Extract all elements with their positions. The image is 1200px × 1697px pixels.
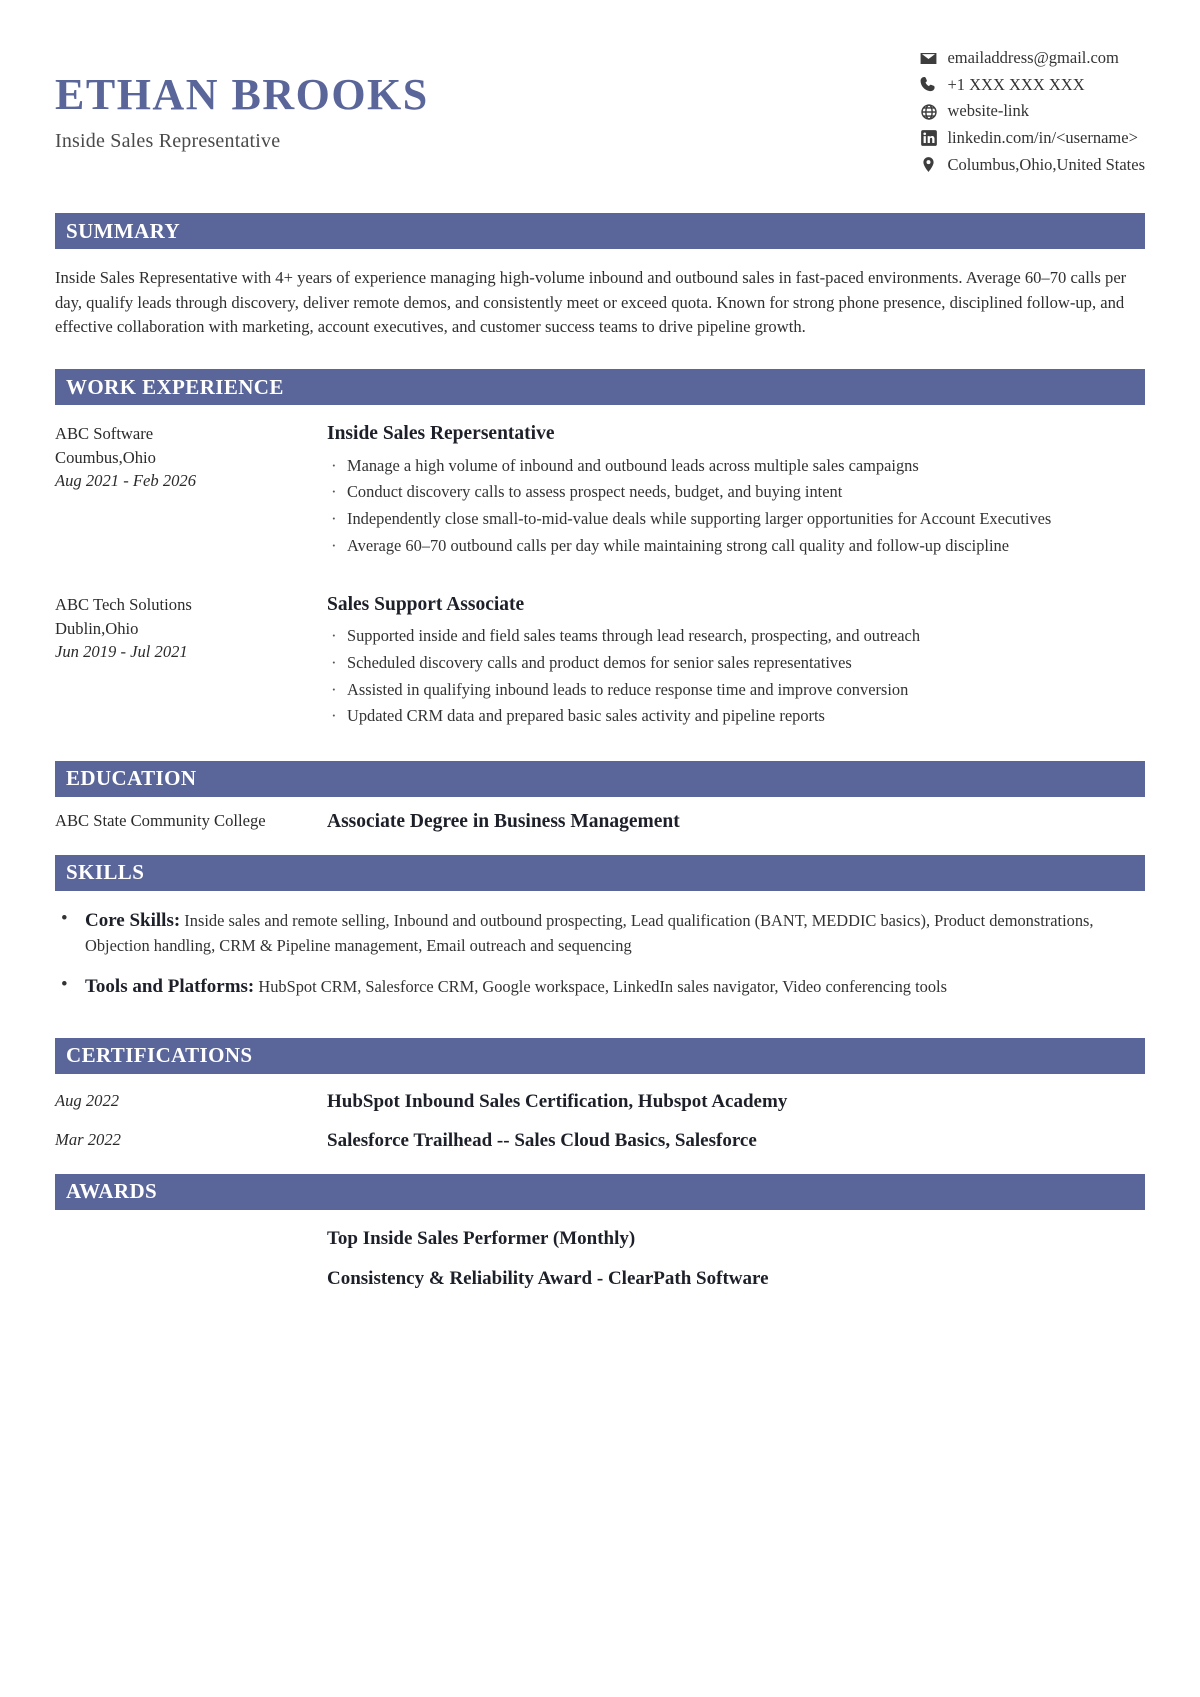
location-pin-icon [919,155,938,174]
certifications-body [0,1074,1200,1152]
list-item: · Average 60–70 outbound calls per day while maintaining strong call quality and follow-up discipline [327,534,1145,559]
section-header-skills [55,855,1145,891]
work-entry-meta [55,422,327,494]
certification-entry-detail [327,1091,1145,1113]
section-header-work-experience [55,369,1145,405]
education-degree: Associate Degree in Business Management [327,810,680,832]
work-experience-entry [55,405,1145,560]
award-entry [55,1250,1145,1290]
skill-group-value: Inside sales and remote selling, Inbound and outbound prospecting, Lead qualification (BANT, MEDDIC basics), Product demonstrations, Objection handling, CRM & Pipeline management, Email outreach and sequencing [85,910,1094,956]
section-header-awards [55,1174,1145,1210]
work-entry-detail [327,422,1145,560]
work-dates: Jun 2019 - Jul 2021 [55,642,188,662]
skills-body [0,891,1200,1001]
contact-phone[interactable] [919,75,1084,96]
section-header-certifications [55,1038,1145,1074]
candidate-name: ETHAN BROOKS [55,70,429,119]
list-item: · Scheduled discovery calls and product demos for senior sales representatives [327,651,1145,676]
section-header-education [55,761,1145,797]
list-item: · Updated CRM data and prepared basic sales activity and pipeline reports [327,704,1145,729]
list-item: · Manage a high volume of inbound and outbound leads across multiple sales campaigns [327,454,1145,479]
contact-phone-value: +1 XXX XXX XXX [947,74,1085,94]
work-experience-entry [55,560,1145,731]
certification-name: Salesforce Trailhead -- Sales Cloud Basics, Salesforce [327,1129,757,1151]
contact-email-value: emailaddress@gmail.com [947,48,1119,67]
work-entry-detail [327,593,1145,731]
work-location: Coumbus,Ohio [55,447,156,467]
certification-entry-meta [55,1091,327,1111]
work-company: ABC Software [55,424,154,444]
work-company: ABC Tech Solutions [55,595,192,615]
contact-website-value: website-link [947,101,1030,121]
award-entry [55,1210,1145,1250]
section-title-work-experience: WORK EXPERIENCE [66,374,284,399]
section-title-awards: AWARDS [66,1179,158,1204]
phone-icon [919,75,938,94]
contact-location [919,155,1145,176]
education-entry-detail [327,811,1145,833]
identity-block [55,42,429,153]
work-experience-body [0,405,1200,731]
certification-entry-meta [55,1130,327,1150]
work-dates: Aug 2021 - Feb 2026 [55,471,197,491]
contact-info-block [919,42,1145,175]
globe-icon [919,102,938,121]
summary-body [0,249,1200,339]
list-item: · Conduct discovery calls to assess prospect needs, budget, and buying intent [327,480,1145,505]
certification-date: Mar 2022 [55,1129,121,1149]
certification-entry-detail [327,1130,1145,1152]
list-item: · Independently close small-to-mid-value deals while supporting larger opportunities for Account Executives [327,507,1145,532]
section-title-certifications: CERTIFICATIONS [66,1043,253,1068]
section-title-education: EDUCATION [66,766,197,791]
contact-email[interactable] [919,48,1118,69]
contact-linkedin-value: linkedin.com/in/<username> [947,127,1138,147]
section-title-summary: SUMMARY [66,218,181,243]
section-title-skills: SKILLS [66,860,145,885]
linkedin-icon [919,129,938,148]
contact-linkedin[interactable] [919,128,1137,149]
work-entry-meta [55,593,327,665]
skill-group-value: HubSpot CRM, Salesforce CRM, Google workspace, LinkedIn sales navigator, Video conferencing tools [258,977,947,997]
education-entry-meta [55,811,327,831]
certification-entry [55,1074,1145,1113]
award-name: Consistency & Reliability Award - ClearPath Software [327,1267,769,1289]
work-bullet-list [327,624,1145,728]
skills-list [55,891,1145,1001]
work-role: Inside Sales Repersentative [327,423,555,445]
skill-group-label: Core Skills: [85,909,181,931]
summary-text: Inside Sales Representative with 4+ years of experience managing high-volume inbound and outbound sales in fast-paced environments. Average 60–70 calls per day, qualify leads through discovery, deliver remote demos, and consistently meet or exceed quota. Known for strong phone presence, disciplined follow-up, and effective collaboration with marketing, account executives, and customer success teams to drive pipeline growth. [55,268,1127,336]
contact-location-value: Columbus,Ohio,United States [947,154,1145,174]
work-location: Dublin,Ohio [55,618,139,638]
award-entry-detail [327,1268,1145,1290]
list-item [55,907,1145,958]
list-item: · Assisted in qualifying inbound leads to reduce response time and improve conversion [327,678,1145,703]
list-item [55,973,1145,1001]
section-header-summary [55,213,1145,249]
certification-date: Aug 2022 [55,1090,120,1110]
candidate-job-title: Inside Sales Representative [55,130,281,153]
award-name: Top Inside Sales Performer (Monthly) [327,1227,636,1249]
certification-entry [55,1113,1145,1152]
resume-header [0,0,1200,175]
list-item: · Supported inside and field sales teams through lead research, prospecting, and outreach [327,624,1145,649]
work-role: Sales Support Associate [327,594,525,616]
contact-website[interactable] [919,101,1029,122]
education-body [0,797,1200,833]
work-bullet-list [327,454,1145,558]
awards-body [0,1210,1200,1290]
certification-name: HubSpot Inbound Sales Certification, Hubspot Academy [327,1090,788,1112]
award-entry-detail [327,1228,1145,1250]
skill-group-label: Tools and Platforms: [85,976,255,998]
education-school: ABC State Community College [55,810,266,830]
education-entry [55,797,1145,833]
envelope-icon [919,49,938,68]
